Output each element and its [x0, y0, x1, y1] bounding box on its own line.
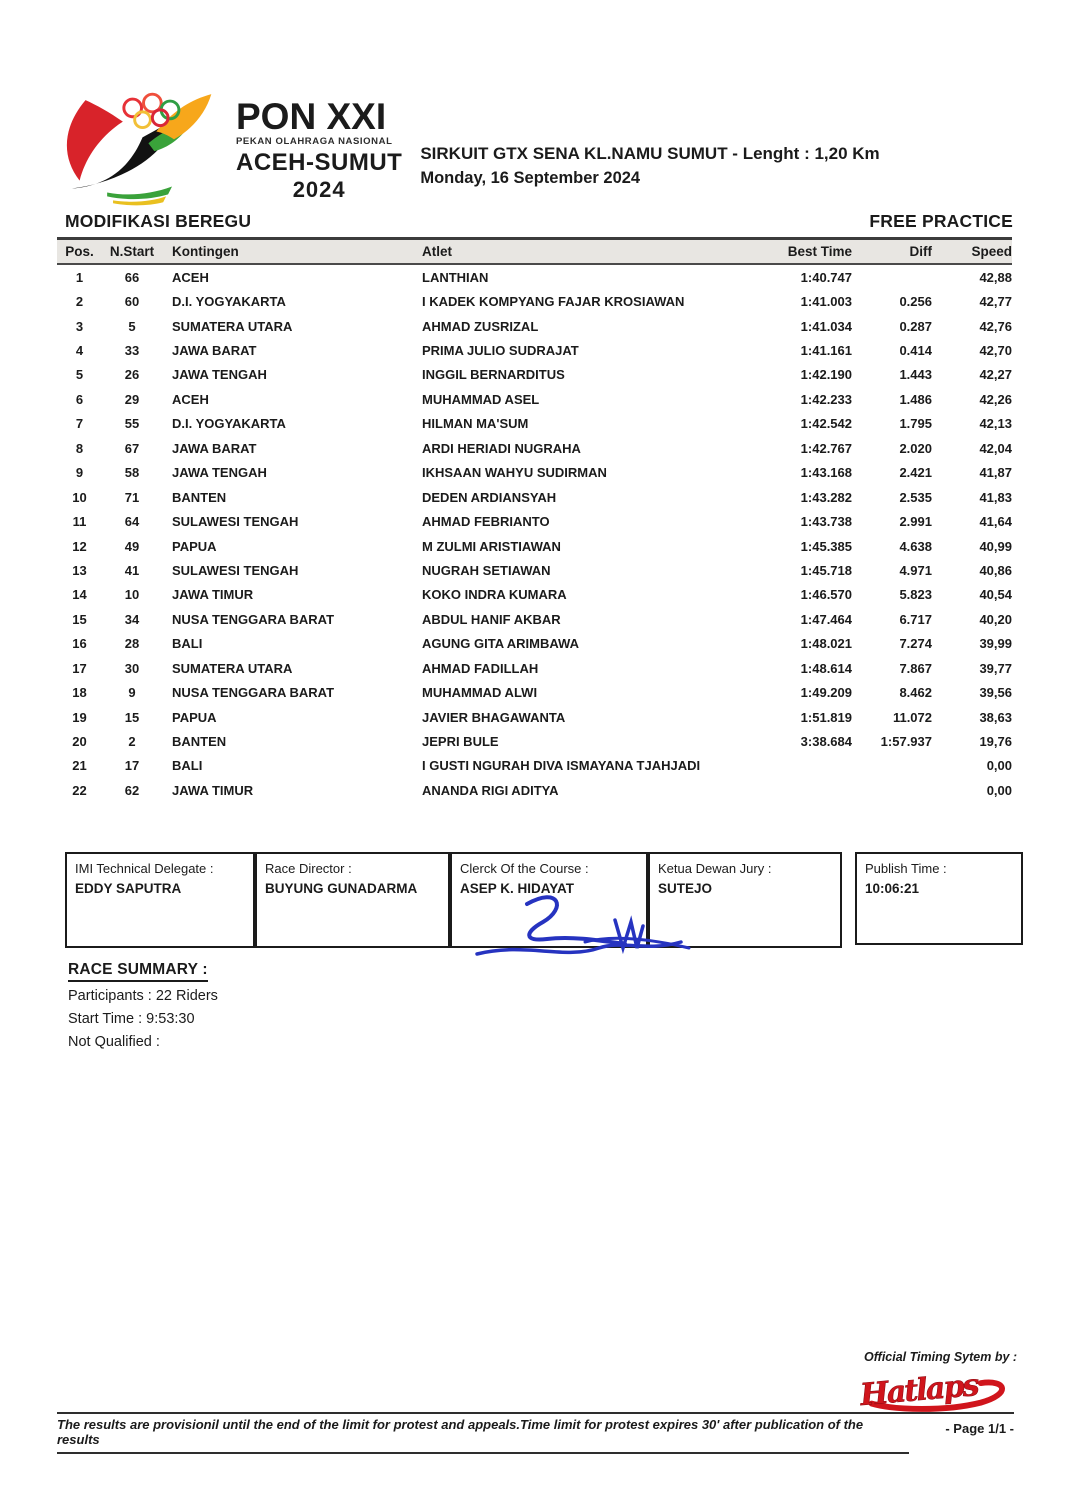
- cell-speed: 42,13: [979, 416, 1012, 432]
- cell-nstart: 67: [124, 440, 140, 456]
- cell-pos: 11: [72, 514, 87, 530]
- cell-pos: 16: [72, 636, 87, 652]
- cell-nstart: 10: [124, 587, 140, 603]
- cell-atlet: M ZULMI ARISTIAWAN: [422, 538, 561, 554]
- cell-best_time: 1:45.718: [800, 562, 852, 578]
- cell-speed: 42,70: [979, 343, 1012, 359]
- cell-atlet: I KADEK KOMPYANG FAJAR KROSIAWAN: [422, 294, 685, 310]
- official-box-technical-delegate: [65, 852, 255, 948]
- table-row: [57, 607, 1012, 631]
- event-info: [420, 144, 879, 188]
- cell-speed: 40,99: [979, 538, 1012, 554]
- cell-nstart: 28: [124, 636, 140, 652]
- officials-section: [65, 852, 1023, 948]
- cell-diff: 0.256: [899, 294, 932, 310]
- cell-atlet: I GUSTI NGURAH DIVA ISMAYANA TJAHJADI: [422, 758, 701, 774]
- cell-pos: 22: [72, 782, 87, 798]
- cell-speed: 40,86: [979, 562, 1012, 578]
- cell-diff: 7.274: [899, 636, 932, 652]
- publish-time-box: [855, 852, 1023, 945]
- race-summary: [68, 961, 218, 1051]
- cell-diff: 2.535: [899, 489, 932, 505]
- publish-time-label: Publish Time :: [865, 861, 947, 876]
- cell-nstart: 66: [124, 269, 140, 285]
- cell-pos: 2: [75, 294, 84, 310]
- publish-time-value: 10:06:21: [865, 881, 920, 896]
- cell-atlet: IKHSAAN WAHYU SUDIRMAN: [422, 465, 607, 481]
- cell-kontingen: JAWA BARAT: [172, 343, 257, 359]
- table-row: [57, 729, 1012, 753]
- cell-speed: 40,54: [979, 587, 1012, 603]
- cell-kontingen: ACEH: [172, 269, 209, 285]
- table-row: [57, 412, 1012, 436]
- logo-year: 2024: [292, 177, 346, 202]
- race-summary-not-qualified: Not Qualified :: [68, 1034, 160, 1050]
- cell-speed: 38,63: [979, 709, 1012, 725]
- results-table: [57, 237, 1012, 803]
- cell-best_time: 1:41.034: [800, 318, 852, 334]
- cell-pos: 15: [72, 611, 87, 627]
- table-row: [57, 558, 1012, 582]
- cell-nstart: 34: [124, 611, 140, 627]
- cell-kontingen: D.I. YOGYAKARTA: [172, 416, 286, 432]
- cell-diff: 2.020: [899, 440, 932, 456]
- cell-pos: 21: [72, 758, 87, 774]
- cell-kontingen: PAPUA: [172, 709, 217, 725]
- cell-atlet: DEDEN ARDIANSYAH: [422, 489, 557, 505]
- cell-speed: 39,99: [979, 636, 1012, 652]
- col-header-best-time: Best Time: [787, 244, 852, 259]
- cell-speed: 39,77: [979, 660, 1012, 676]
- cell-diff: 5.823: [899, 587, 932, 603]
- cell-kontingen: BANTEN: [172, 734, 227, 750]
- cell-nstart: 9: [128, 685, 136, 701]
- cell-atlet: LANTHIAN: [422, 269, 489, 285]
- cell-atlet: ABDUL HANIF AKBAR: [422, 611, 561, 627]
- cell-pos: 10: [72, 489, 87, 505]
- cell-nstart: 15: [124, 709, 140, 725]
- table-row: [57, 705, 1012, 729]
- cell-pos: 9: [75, 465, 84, 481]
- cell-speed: 0,00: [986, 758, 1012, 774]
- col-header-diff: Diff: [909, 244, 932, 259]
- cell-speed: 41,64: [979, 514, 1012, 530]
- cell-best_time: 1:42.233: [800, 391, 852, 407]
- official-box-race-director: [255, 852, 450, 948]
- cell-nstart: 30: [124, 660, 140, 676]
- cell-pos: 5: [75, 367, 84, 383]
- official-label: IMI Technical Delegate :: [75, 861, 214, 876]
- cell-pos: 14: [72, 587, 87, 603]
- col-header-kontingen: Kontingen: [172, 244, 239, 259]
- cell-diff: 8.462: [899, 685, 932, 701]
- cell-diff: 7.867: [899, 660, 932, 676]
- table-row: [57, 509, 1012, 533]
- cell-atlet: ARDI HERIADI NUGRAHA: [422, 440, 581, 456]
- hatlaps-logo-text: Hatlaps: [858, 1367, 980, 1414]
- cell-diff: 2.421: [899, 465, 932, 481]
- cell-diff: 1.443: [899, 367, 932, 383]
- event-date: Monday, 16 September 2024: [420, 169, 641, 187]
- cell-nstart: 2: [128, 734, 136, 750]
- cell-best_time: 1:42.190: [800, 367, 852, 383]
- cell-nstart: 60: [124, 294, 140, 310]
- table-row: [57, 461, 1012, 485]
- cell-best_time: 1:47.464: [800, 611, 852, 627]
- timing-system-label: Official Timing Sytem by :: [864, 1350, 1018, 1364]
- cell-diff: 4.971: [899, 562, 932, 578]
- cell-atlet: KOKO INDRA KUMARA: [422, 587, 567, 603]
- cell-diff: 0.414: [899, 343, 932, 359]
- cell-atlet: AHMAD ZUSRIZAL: [422, 318, 539, 334]
- logo-title: PON XXI: [236, 96, 387, 137]
- header: [58, 92, 880, 230]
- cell-kontingen: NUSA TENGGARA BARAT: [172, 685, 335, 701]
- cell-kontingen: SUMATERA UTARA: [172, 318, 293, 334]
- cell-best_time: 1:43.168: [800, 465, 852, 481]
- cell-best_time: 3:38.684: [800, 734, 852, 750]
- cell-diff: 1.795: [899, 416, 932, 432]
- cell-speed: 42,26: [979, 391, 1012, 407]
- logo-region: ACEH-SUMUT: [236, 149, 403, 176]
- table-row: [57, 778, 1012, 802]
- cell-nstart: 62: [124, 782, 140, 798]
- cell-speed: 0,00: [986, 782, 1012, 798]
- table-row: [57, 363, 1012, 387]
- cell-kontingen: JAWA TIMUR: [172, 587, 254, 603]
- col-header-pos: Pos.: [65, 244, 94, 259]
- col-header-nstart: N.Start: [109, 244, 155, 259]
- cell-speed: 39,56: [979, 685, 1012, 701]
- cell-pos: 6: [75, 391, 84, 407]
- section-titles: [65, 211, 1013, 232]
- table-row: [57, 656, 1012, 680]
- cell-atlet: AGUNG GITA ARIMBAWA: [422, 636, 579, 652]
- logo-subtitle: PEKAN OLAHRAGA NASIONAL: [236, 136, 393, 147]
- cell-pos: 1: [75, 269, 84, 285]
- cell-diff: 1:57.937: [880, 734, 932, 750]
- cell-nstart: 33: [124, 343, 140, 359]
- cell-best_time: 1:43.282: [800, 489, 852, 505]
- official-name: BUYUNG GUNADARMA: [265, 881, 418, 896]
- cell-best_time: 1:42.542: [800, 416, 852, 432]
- cell-best_time: 1:46.570: [800, 587, 852, 603]
- cell-atlet: AHMAD FADILLAH: [422, 660, 539, 676]
- logo-text-block: [236, 96, 403, 203]
- cell-nstart: 55: [124, 416, 140, 432]
- cell-diff: 4.638: [899, 538, 932, 554]
- official-name: EDDY SAPUTRA: [75, 881, 182, 896]
- cell-nstart: 26: [124, 367, 140, 383]
- footer-disclaimer: The results are provisionil until the end of the limit for protest and appeals.Time limit for protest expires 30' after publication of the results: [57, 1414, 909, 1454]
- cell-nstart: 41: [124, 562, 140, 578]
- cell-diff: 1.486: [899, 391, 932, 407]
- cell-kontingen: BALI: [172, 636, 203, 652]
- cell-speed: 40,20: [979, 611, 1012, 627]
- table-row: [57, 265, 1012, 289]
- hatlaps-logo-icon: [856, 1362, 1012, 1414]
- cell-kontingen: SULAWESI TENGAH: [172, 514, 299, 530]
- cell-nstart: 29: [124, 391, 140, 407]
- table-body: [57, 265, 1012, 803]
- cell-atlet: MUHAMMAD ALWI: [422, 685, 538, 701]
- cell-pos: 7: [75, 416, 84, 432]
- table-row: [57, 338, 1012, 362]
- table-row: [57, 314, 1012, 338]
- cell-pos: 18: [72, 685, 87, 701]
- cell-best_time: 1:41.161: [800, 343, 852, 359]
- cell-kontingen: JAWA TENGAH: [172, 367, 267, 383]
- cell-best_time: 1:45.385: [800, 538, 852, 554]
- official-name: ASEP K. HIDAYAT: [460, 881, 575, 896]
- official-name: SUTEJO: [658, 881, 713, 896]
- cell-best_time: 1:48.614: [800, 660, 852, 676]
- cell-kontingen: PAPUA: [172, 538, 217, 554]
- event-circuit: SIRKUIT GTX SENA KL.NAMU SUMUT - Lenght : 1,20 Km: [420, 144, 880, 163]
- cell-kontingen: ACEH: [172, 391, 209, 407]
- cell-atlet: ANANDA RIGI ADITYA: [422, 782, 559, 798]
- col-header-speed: Speed: [971, 244, 1012, 259]
- cell-nstart: 49: [124, 538, 140, 554]
- cell-nstart: 58: [124, 465, 140, 481]
- cell-best_time: 1:49.209: [800, 685, 852, 701]
- category-title: MODIFIKASI BEREGU: [65, 211, 252, 231]
- cell-kontingen: JAWA TIMUR: [172, 782, 254, 798]
- cell-diff: 6.717: [899, 611, 932, 627]
- table-row: [57, 485, 1012, 509]
- cell-atlet: PRIMA JULIO SUDRAJAT: [422, 343, 579, 359]
- race-summary-participants: Participants : 22 Riders: [68, 988, 218, 1004]
- cell-speed: 42,27: [979, 367, 1012, 383]
- cell-pos: 4: [75, 343, 84, 359]
- race-summary-start-time: Start Time : 9:53:30: [68, 1011, 195, 1027]
- session-title: FREE PRACTICE: [869, 211, 1013, 231]
- cell-best_time: 1:51.819: [800, 709, 852, 725]
- cell-nstart: 17: [124, 758, 140, 774]
- cell-pos: 13: [72, 562, 87, 578]
- cell-atlet: HILMAN MA'SUM: [422, 416, 529, 432]
- cell-kontingen: JAWA BARAT: [172, 440, 257, 456]
- cell-speed: 41,83: [979, 489, 1012, 505]
- table-row: [57, 680, 1012, 704]
- cell-speed: 41,87: [979, 465, 1012, 481]
- pon-xxi-bird-logo-icon: [58, 92, 230, 230]
- cell-best_time: 1:43.738: [800, 514, 852, 530]
- cell-speed: 42,04: [979, 440, 1012, 456]
- col-header-atlet: Atlet: [422, 244, 452, 259]
- cell-atlet: NUGRAH SETIAWAN: [422, 562, 551, 578]
- cell-pos: 8: [75, 440, 84, 456]
- table-row: [57, 583, 1012, 607]
- cell-nstart: 64: [124, 514, 140, 530]
- table-row: [57, 289, 1012, 313]
- cell-nstart: 71: [124, 489, 140, 505]
- cell-atlet: JEPRI BULE: [422, 734, 499, 750]
- cell-kontingen: BALI: [172, 758, 203, 774]
- cell-diff: 2.991: [899, 514, 932, 530]
- cell-pos: 20: [72, 734, 87, 750]
- table-row: [57, 387, 1012, 411]
- cell-atlet: MUHAMMAD ASEL: [422, 391, 540, 407]
- cell-pos: 17: [72, 660, 87, 676]
- table-row: [57, 632, 1012, 656]
- cell-nstart: 5: [128, 318, 136, 334]
- table-row: [57, 534, 1012, 558]
- cell-atlet: JAVIER BHAGAWANTA: [422, 709, 566, 725]
- cell-speed: 42,76: [979, 318, 1012, 334]
- cell-best_time: 1:40.747: [800, 269, 852, 285]
- cell-best_time: 1:48.021: [800, 636, 852, 652]
- cell-speed: 42,88: [979, 269, 1012, 285]
- official-label: Clerck Of the Course :: [460, 861, 589, 876]
- cell-diff: 0.287: [899, 318, 932, 334]
- cell-kontingen: BANTEN: [172, 489, 227, 505]
- race-summary-title: RACE SUMMARY :: [68, 961, 208, 982]
- cell-pos: 3: [75, 318, 84, 334]
- cell-best_time: 1:41.003: [800, 294, 852, 310]
- page-footer: [57, 1412, 1014, 1454]
- cell-kontingen: NUSA TENGGARA BARAT: [172, 611, 335, 627]
- page-number: - Page 1/1 -: [945, 1421, 1014, 1436]
- cell-kontingen: D.I. YOGYAKARTA: [172, 294, 286, 310]
- cell-kontingen: SUMATERA UTARA: [172, 660, 293, 676]
- official-label: Race Director :: [265, 861, 352, 876]
- cell-speed: 19,76: [979, 734, 1012, 750]
- cell-kontingen: JAWA TENGAH: [172, 465, 267, 481]
- cell-kontingen: SULAWESI TENGAH: [172, 562, 299, 578]
- cell-best_time: 1:42.767: [800, 440, 852, 456]
- cell-atlet: INGGIL BERNARDITUS: [422, 367, 565, 383]
- cell-atlet: AHMAD FEBRIANTO: [422, 514, 550, 530]
- official-label: Ketua Dewan Jury :: [658, 861, 772, 876]
- cell-speed: 42,77: [979, 294, 1012, 310]
- table-header-row: [57, 237, 1012, 265]
- table-row: [57, 436, 1012, 460]
- cell-pos: 19: [72, 709, 87, 725]
- clerk-signature: [465, 890, 700, 972]
- cell-diff: 11.072: [892, 709, 932, 725]
- table-row: [57, 754, 1012, 778]
- cell-pos: 12: [72, 538, 87, 554]
